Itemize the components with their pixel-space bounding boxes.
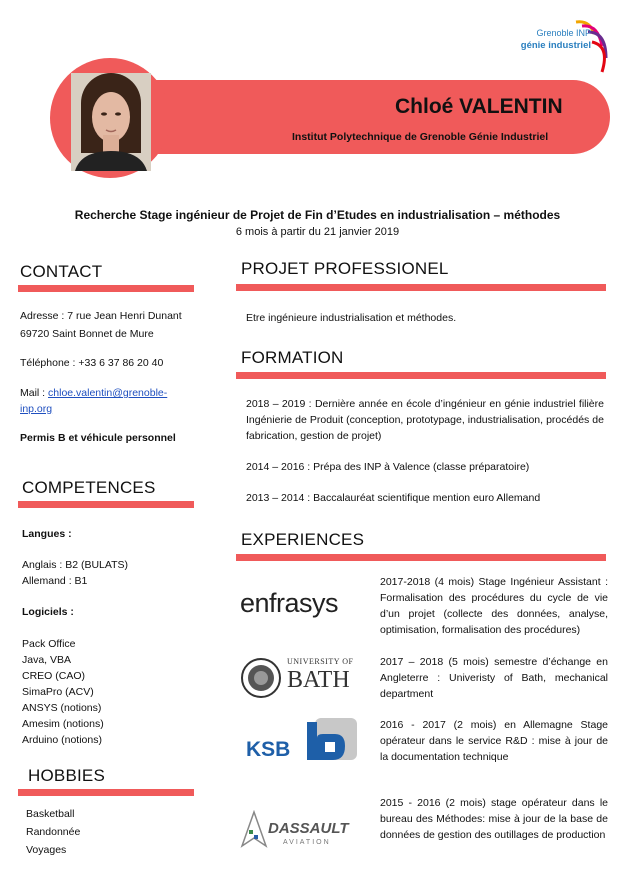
contact-mail-row (20, 385, 167, 401)
competences-underline (18, 501, 194, 508)
dassault-wing-icon (240, 810, 268, 853)
ksb-b-icon (305, 716, 359, 769)
experience-text: 2017 – 2018 (5 mois) semestre d’échange en Angleterre : Univeristy of Bath, mechanical department (380, 656, 608, 700)
candidate-name: Chloé VALENTIN (395, 95, 563, 118)
logiciel-item: Amesim (notions) (22, 718, 104, 730)
formation-item: 2013 – 2014 : Baccalauréat scientifique mention euro Allemand (246, 492, 541, 504)
objective-subtitle: 6 mois à partir du 21 janvier 2019 (235, 226, 400, 238)
bath-logo-top: UNIVERSITY OF (287, 657, 354, 666)
experiences-heading: EXPERIENCES (241, 530, 365, 549)
enfrasys-logo: enfrasys (240, 588, 339, 618)
projet-text: Etre ingénieure industrialisation et méthodes. (246, 312, 457, 324)
inp-logo-line1: Grenoble INP (536, 28, 591, 38)
profile-photo (71, 73, 151, 171)
ksb-logo: KSB (246, 738, 291, 761)
experience-text: 2017-2018 (4 mois) Stage Ingénieur Assistant : Formalisation des procédures du cycle de vie d’un projet (collecte des données, analyse, optimisation, formalisation des procédures) (380, 576, 608, 636)
contact-permis: Permis B et véhicule personnel (20, 432, 176, 444)
bath-logo: BATH (287, 667, 350, 693)
hobby-item: Basketball (26, 808, 75, 820)
contact-mail-label: Mail : (20, 387, 49, 399)
formation-item-clip (246, 490, 604, 504)
hobby-item: Randonnée (26, 826, 81, 838)
logiciel-item: Pack Office (22, 638, 76, 650)
bath-crest-icon (240, 657, 282, 704)
logiciel-item: Arduino (notions) (22, 734, 102, 746)
logiciel-item: CREO (CAO) (22, 670, 85, 682)
contact-address-line2: 69720 Saint Bonnet de Mure (20, 328, 154, 340)
hobby-item: Voyages (26, 844, 67, 856)
contact-underline (18, 285, 194, 292)
contact-mail-link-cont[interactable]: inp.org (20, 403, 53, 415)
langue-item: Allemand : B1 (22, 575, 88, 587)
contact-address-line1: Adresse : 7 rue Jean Henri Dunant (20, 310, 182, 322)
langue-item: Anglais : B2 (BULATS) (22, 559, 129, 571)
projet-underline (236, 284, 606, 291)
hobbies-heading: HOBBIES (28, 766, 105, 785)
logiciels-title: Logiciels : (22, 606, 74, 618)
projet-heading: PROJET PROFESSIONEL (241, 259, 449, 278)
objective-title: Recherche Stage ingénieur de Projet de Fin d’Etudes en industrialisation – méthodes (74, 208, 561, 222)
inp-logo-line2: génie industriel (520, 40, 591, 51)
experiences-underline (236, 554, 606, 561)
dassault-logo-sub: AVIATION (283, 839, 331, 846)
experience-text: 2015 - 2016 (2 mois) stage opérateur dans le bureau des Méthodes: mise à jour de la base de données de gestion des outillages de production (380, 797, 608, 841)
langues-title: Langues : (22, 528, 72, 540)
logiciel-item: SimaPro (ACV) (22, 686, 94, 698)
experience-text: 2016 - 2017 (2 mois) en Allemagne Stage opérateur dans le service R&D : mise à jour de la documentation technique (380, 719, 608, 763)
contact-mail-link[interactable]: chloe.valentin@grenoble- (48, 387, 168, 399)
school-name: Institut Polytechnique de Grenoble Génie Industriel (292, 131, 549, 143)
dassault-logo: DASSAULT (268, 820, 349, 837)
hobbies-underline (18, 789, 194, 796)
logiciel-item: ANSYS (notions) (22, 702, 102, 714)
competences-heading: COMPETENCES (22, 478, 156, 497)
formation-underline (236, 372, 606, 379)
logiciel-item: Java, VBA (22, 654, 72, 666)
formation-item: 2014 – 2016 : Prépa des INP à Valence (classe préparatoire) (246, 461, 530, 473)
formation-item: 2018 – 2019 : Dernière année en école d’ingénieur en génie industriel filière Ingénierie de Produit (conception, prototypage, industrialisation, procédés de fabrication, gestion de projet) (246, 398, 604, 442)
formation-heading: FORMATION (241, 348, 344, 367)
contact-heading: CONTACT (20, 262, 103, 281)
contact-phone: Téléphone : +33 6 37 86 20 40 (20, 357, 164, 369)
